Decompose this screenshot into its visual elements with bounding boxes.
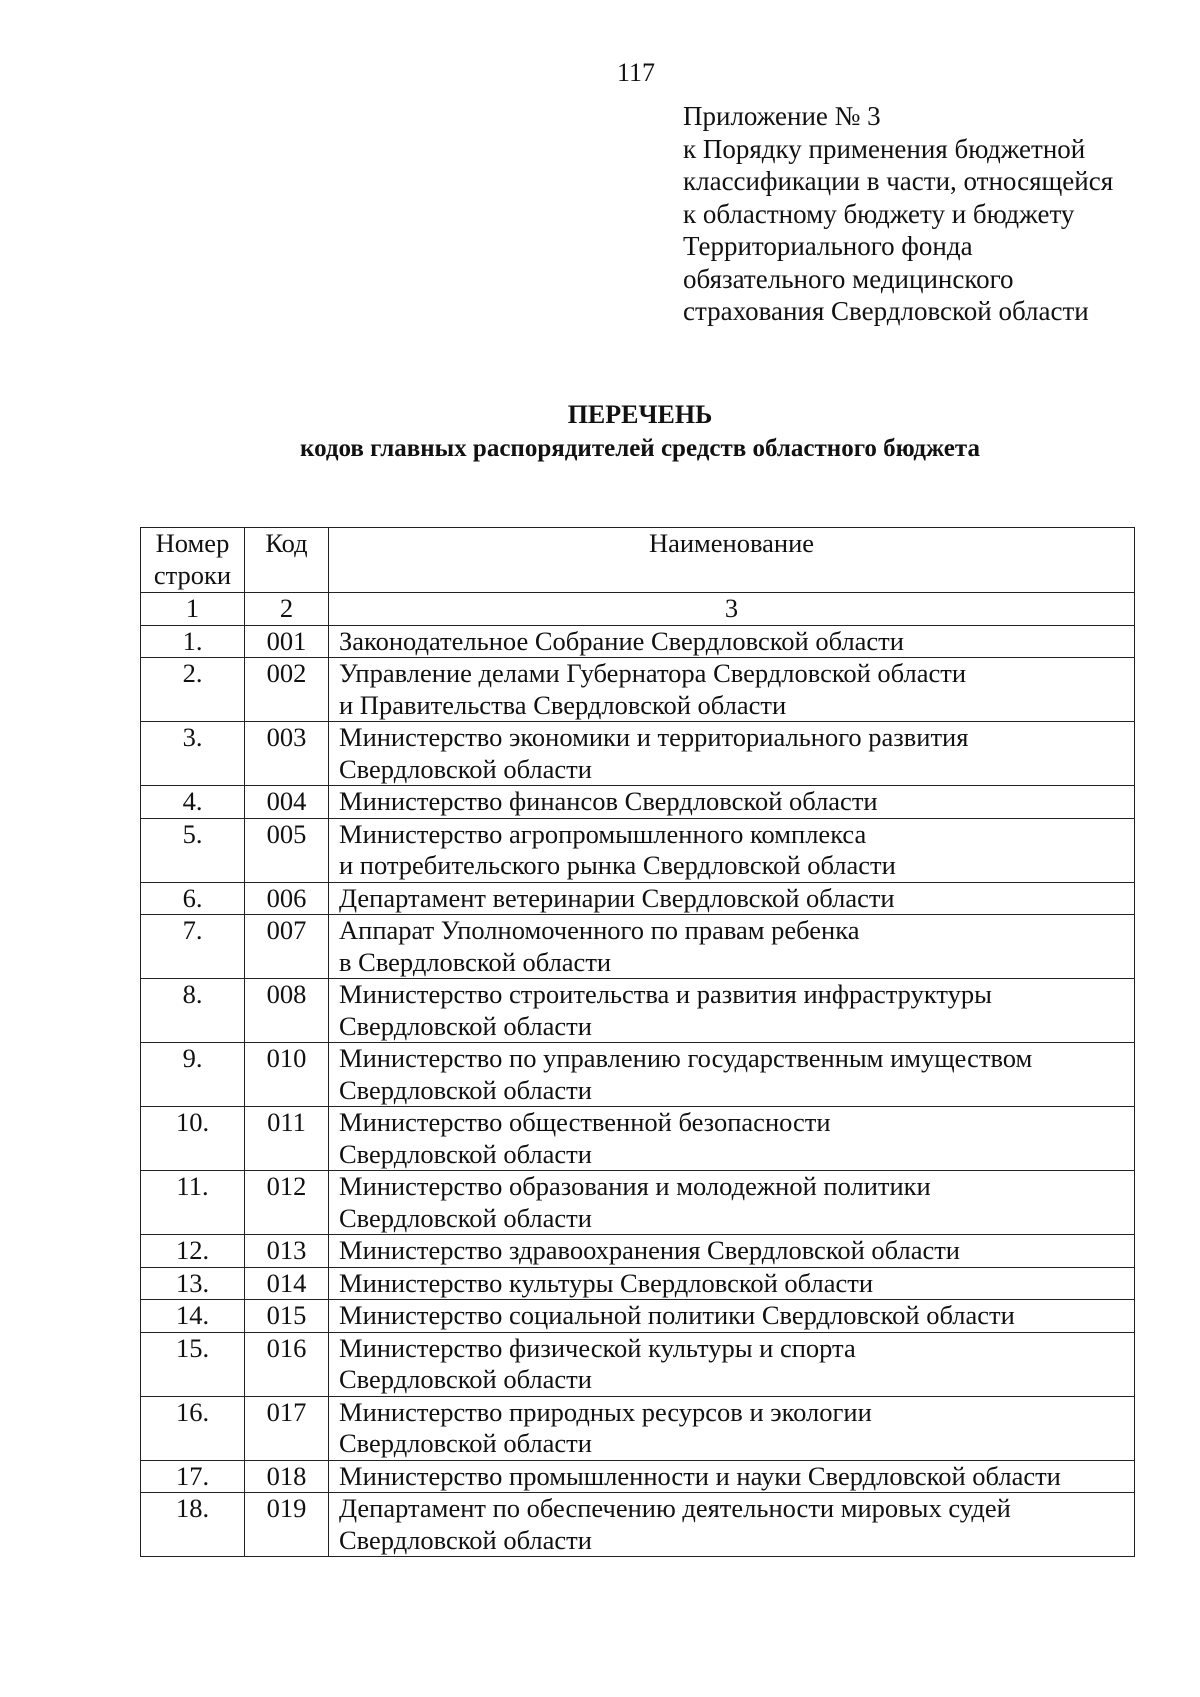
name-line: Законодательное Собрание Свердловской области <box>339 625 904 656</box>
row-number-cell: 2. <box>141 658 245 722</box>
code-cell: 019 <box>245 1493 329 1557</box>
name-line: Аппарат Уполномоченного по правам ребенка <box>339 915 860 945</box>
column-number: 3 <box>329 593 1135 626</box>
header-row-number-line: строки <box>153 559 232 590</box>
appendix-note <box>683 100 1183 328</box>
name-line: Министерство финансов Свердловской области <box>339 786 878 816</box>
document-subtitle: кодов главных распорядителей средств областного бюджета <box>300 435 980 462</box>
code-cell: 013 <box>245 1235 329 1268</box>
code-cell: 018 <box>245 1460 329 1493</box>
name-line: Министерство промышленности и науки Свердловской области <box>339 1460 1061 1491</box>
row-number-cell: 11. <box>141 1171 245 1235</box>
name-line: Свердловской области <box>339 1074 592 1105</box>
table-row <box>141 915 1135 979</box>
name-line: Департамент ветеринарии Свердловской области <box>339 882 895 913</box>
column-number: 2 <box>245 593 329 626</box>
table-row <box>141 1107 1135 1171</box>
name-cell <box>329 658 1135 722</box>
code-cell: 016 <box>245 1332 329 1396</box>
name-line: Управление делами Губернатора Свердловской области <box>339 658 967 688</box>
row-number-cell: 1. <box>141 625 245 658</box>
name-line: Министерство экономики и территориального развития <box>339 722 969 752</box>
name-line: Свердловской области <box>339 1138 592 1169</box>
table-row <box>141 1396 1135 1460</box>
table-row <box>141 818 1135 882</box>
code-cell: 017 <box>245 1396 329 1460</box>
name-line: Министерство строительства и развития инфраструктуры <box>339 979 992 1009</box>
row-number-cell: 13. <box>141 1267 245 1300</box>
appendix-line: Территориального фонда <box>683 231 973 261</box>
code-cell: 002 <box>245 658 329 722</box>
code-cell: 006 <box>245 882 329 915</box>
table-row <box>141 979 1135 1043</box>
table-row <box>141 722 1135 786</box>
table-row <box>141 1171 1135 1235</box>
header-code: Код <box>245 528 329 593</box>
appendix-line: к областному бюджету и бюджету <box>683 198 1075 229</box>
table-row <box>141 1493 1135 1557</box>
table-row <box>141 882 1135 915</box>
name-line: Свердловской области <box>339 1524 592 1555</box>
row-number-cell: 10. <box>141 1107 245 1171</box>
codes-table-body <box>141 528 1135 1557</box>
row-number-cell: 4. <box>141 786 245 819</box>
appendix-line: обязательного медицинского <box>683 263 1014 294</box>
table-row <box>141 786 1135 819</box>
name-cell <box>329 979 1135 1043</box>
name-line: Министерство природных ресурсов и экологии <box>339 1396 872 1427</box>
name-line: и Правительства Свердловской области <box>339 689 787 720</box>
name-line: Министерство культуры Свердловской области <box>339 1267 873 1298</box>
appendix-line: страхования Свердловской области <box>683 296 1089 326</box>
name-line: Министерство физической культуры и спорта <box>339 1332 856 1363</box>
name-cell <box>329 625 1135 658</box>
header-name: Наименование <box>329 528 1135 593</box>
name-cell <box>329 1460 1135 1493</box>
row-number-cell: 16. <box>141 1396 245 1460</box>
appendix-line: Приложение № 3 <box>683 101 881 131</box>
row-number-cell: 18. <box>141 1493 245 1557</box>
name-line: Министерство социальной политики Свердловской области <box>339 1300 1015 1330</box>
name-line: Свердловской области <box>339 753 592 784</box>
table-header-row <box>141 528 1135 593</box>
table-row <box>141 1235 1135 1268</box>
name-cell <box>329 1043 1135 1107</box>
code-cell: 003 <box>245 722 329 786</box>
name-cell <box>329 1493 1135 1557</box>
row-number-cell: 17. <box>141 1460 245 1493</box>
table-row <box>141 1332 1135 1396</box>
row-number-cell: 14. <box>141 1300 245 1333</box>
name-cell <box>329 1171 1135 1235</box>
table-row <box>141 1267 1135 1300</box>
code-cell: 004 <box>245 786 329 819</box>
row-number-cell: 6. <box>141 882 245 915</box>
name-line: Министерство общественной безопасности <box>339 1107 831 1137</box>
name-line: Свердловской области <box>339 1010 592 1041</box>
code-cell: 011 <box>245 1107 329 1171</box>
code-cell: 007 <box>245 915 329 979</box>
name-cell <box>329 1396 1135 1460</box>
name-cell <box>329 1107 1135 1171</box>
table-row <box>141 1460 1135 1493</box>
column-number: 1 <box>141 593 245 626</box>
code-cell: 015 <box>245 1300 329 1333</box>
column-numbers-row <box>141 593 1135 626</box>
table-row <box>141 1043 1135 1107</box>
row-number-cell: 12. <box>141 1235 245 1268</box>
row-number-cell: 15. <box>141 1332 245 1396</box>
document-title: ПЕРЕЧЕНЬ <box>567 400 713 429</box>
row-number-cell: 3. <box>141 722 245 786</box>
name-line: в Свердловской области <box>339 946 612 977</box>
appendix-line: классификации в части, относящейся <box>683 166 1114 196</box>
name-cell <box>329 722 1135 786</box>
name-cell <box>329 1332 1135 1396</box>
row-number-cell: 5. <box>141 818 245 882</box>
page-number: 117 <box>616 58 656 87</box>
name-line: Свердловской области <box>339 1202 592 1233</box>
name-line: Свердловской области <box>339 1428 592 1458</box>
row-number-cell: 8. <box>141 979 245 1043</box>
name-cell <box>329 915 1135 979</box>
header-row-number <box>141 528 245 593</box>
name-line: Министерство агропромышленного комплекса <box>339 818 867 849</box>
code-cell: 014 <box>245 1267 329 1300</box>
name-cell <box>329 882 1135 915</box>
name-line: Свердловской области <box>339 1364 592 1394</box>
name-cell <box>329 1267 1135 1300</box>
header-row-number-line: Номер <box>155 528 230 558</box>
row-number-cell: 9. <box>141 1043 245 1107</box>
name-line: Министерство здравоохранения Свердловской области <box>339 1235 960 1265</box>
codes-table <box>140 527 1135 1557</box>
name-cell <box>329 818 1135 882</box>
name-cell <box>329 1235 1135 1268</box>
appendix-line: к Порядку применения бюджетной <box>683 133 1086 164</box>
table-row <box>141 1300 1135 1333</box>
code-cell: 008 <box>245 979 329 1043</box>
name-line: Министерство образования и молодежной политики <box>339 1171 931 1201</box>
name-cell <box>329 1300 1135 1333</box>
code-cell: 001 <box>245 625 329 658</box>
code-cell: 012 <box>245 1171 329 1235</box>
name-line: Департамент по обеспечению деятельности мировых судей <box>339 1493 1011 1523</box>
table-row <box>141 658 1135 722</box>
table-row <box>141 625 1135 658</box>
row-number-cell: 7. <box>141 915 245 979</box>
code-cell: 005 <box>245 818 329 882</box>
name-cell <box>329 786 1135 819</box>
code-cell: 010 <box>245 1043 329 1107</box>
name-line: и потребительского рынка Свердловской области <box>339 850 896 880</box>
name-line: Министерство по управлению государственным имуществом <box>339 1043 1033 1073</box>
